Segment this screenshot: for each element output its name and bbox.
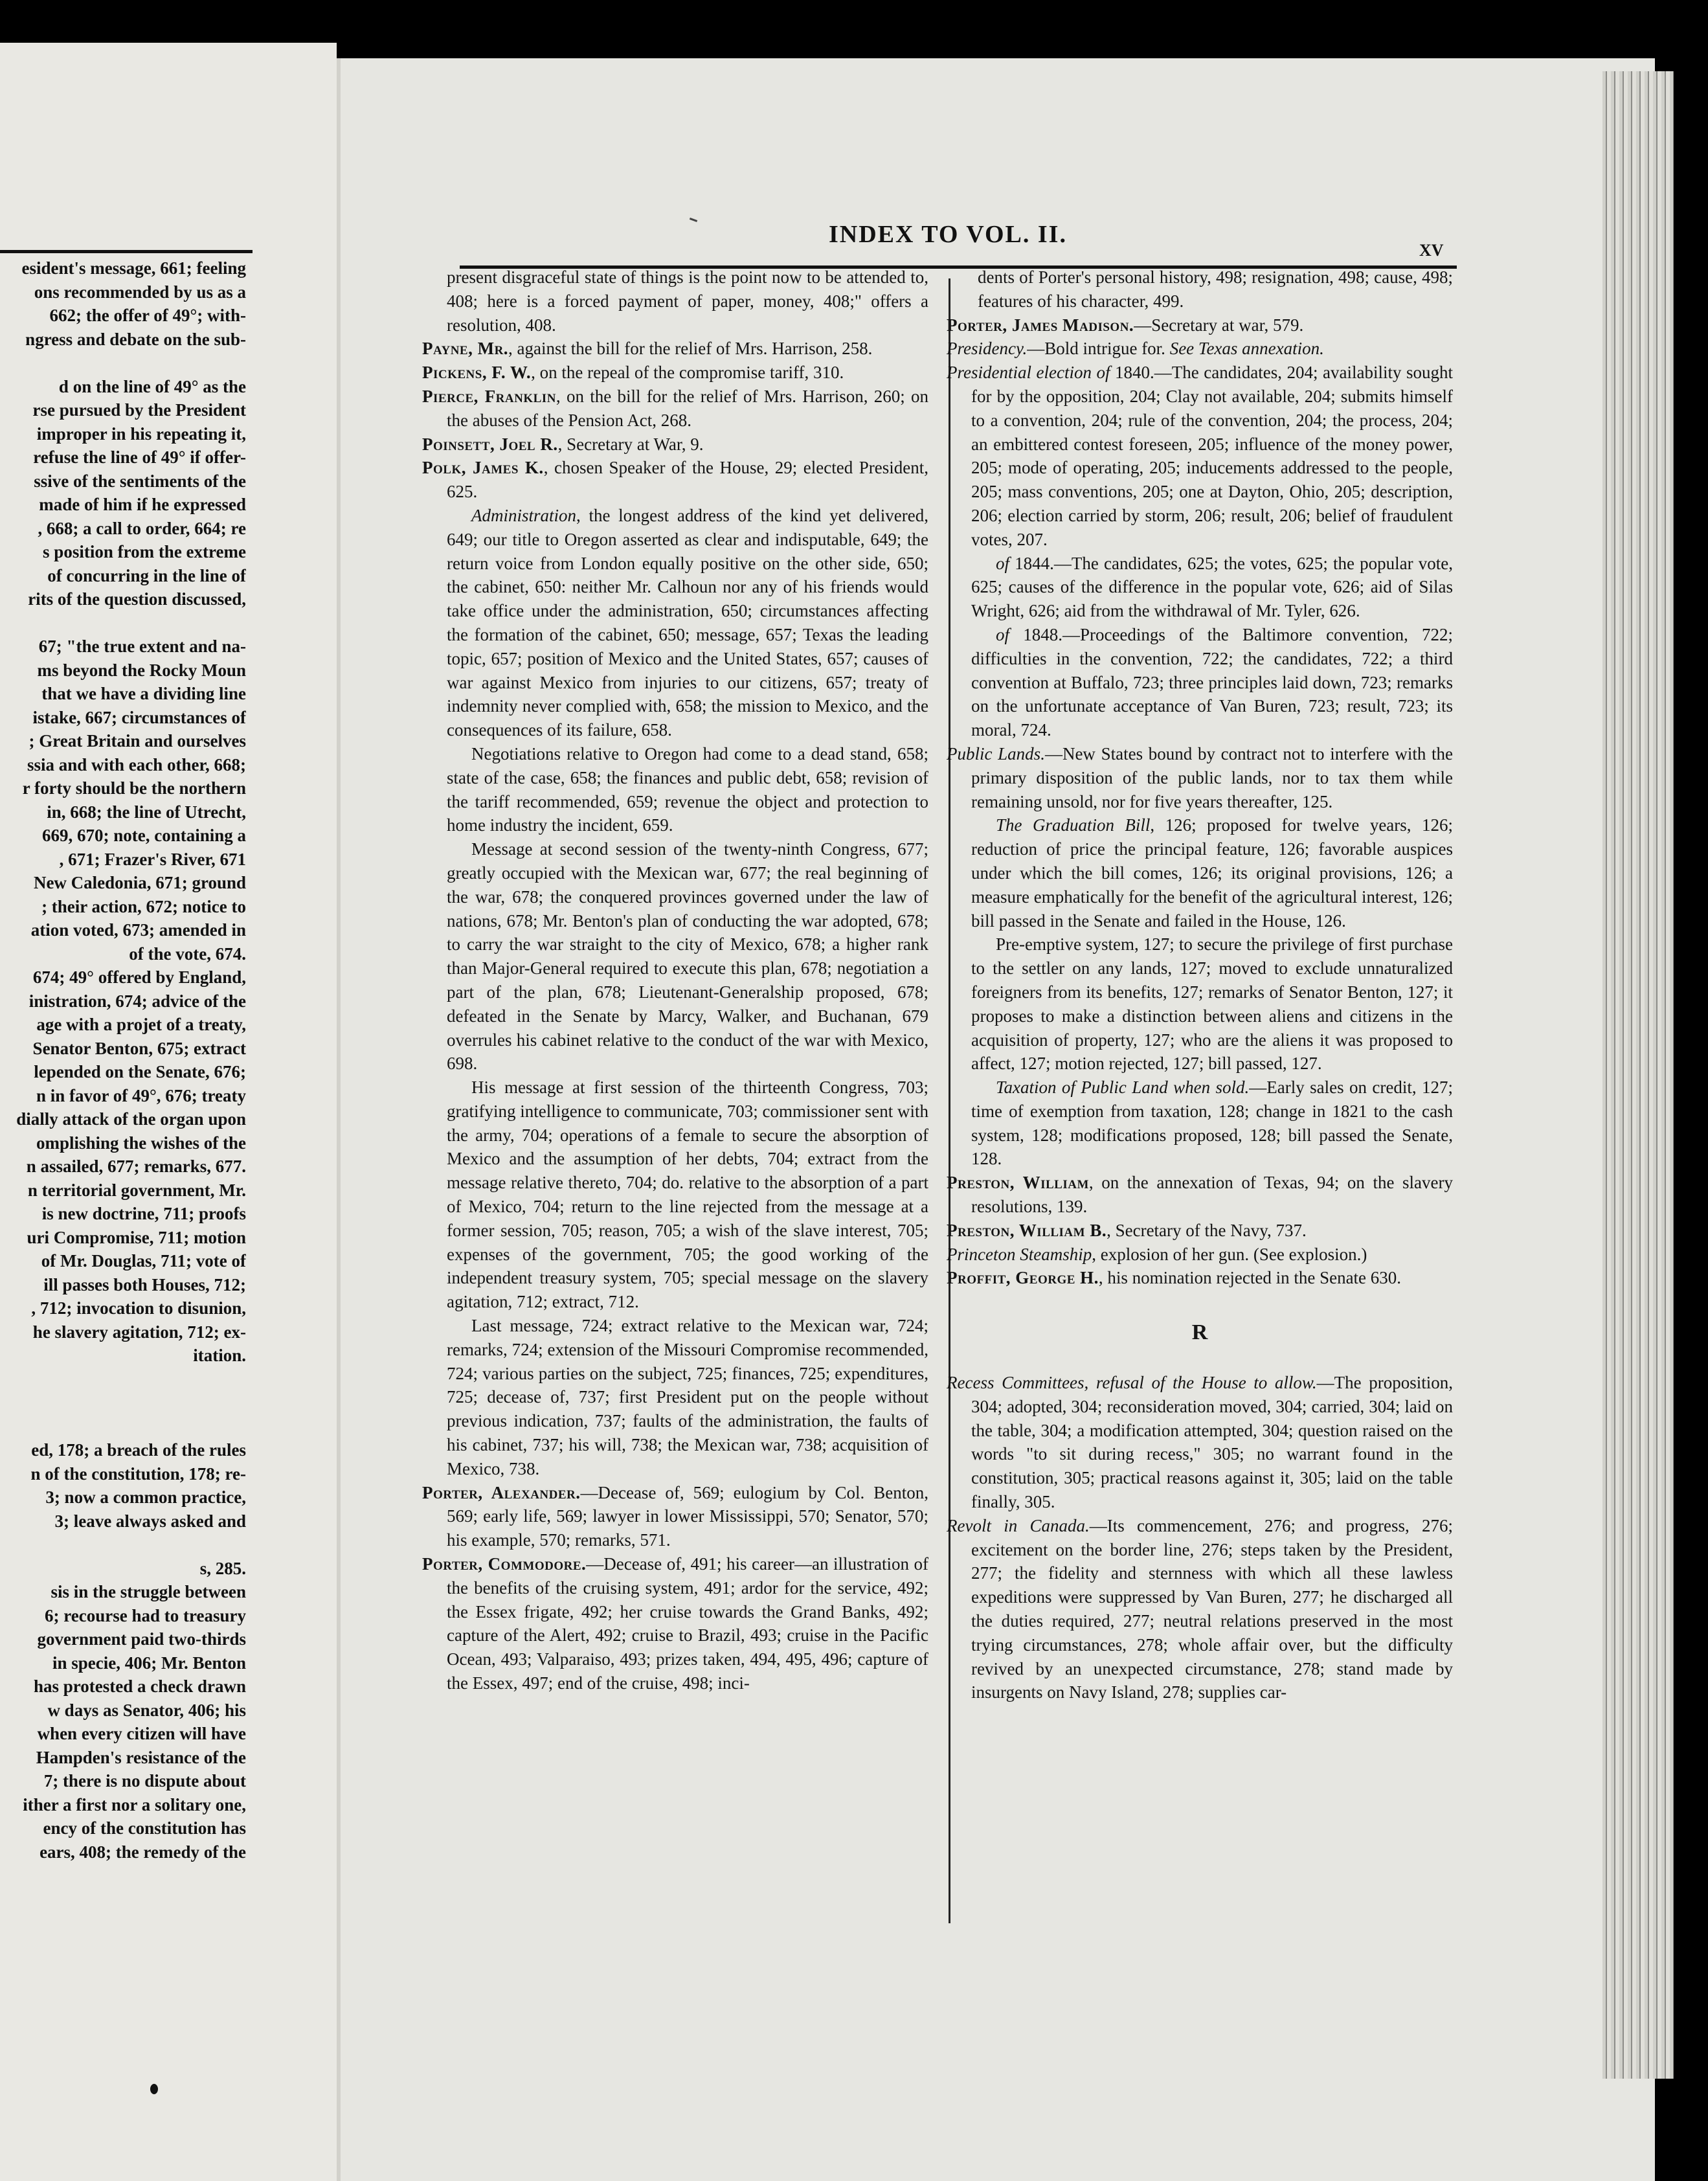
left-page-line: made of him if he expressed xyxy=(39,495,246,514)
left-page-line: of the vote, 674. xyxy=(129,944,246,964)
index-subentry-1848: of 1848.—Proceedings of the Baltimore convention, 722; difficulties in the convention, 722; the candidates, 722; a third convention at Buffalo, 723; three principles laid down, 723; remarks on the unfortunate acceptance of Van Buren, 723; result, 723; its moral, 724. xyxy=(971,624,1453,740)
left-page-line: refuse the line of 49° if offer- xyxy=(33,447,246,467)
left-page-line: 3; now a common practice, xyxy=(45,1487,246,1507)
left-page-line: ; their action, 672; notice to xyxy=(41,896,246,916)
index-entry-polk: Polk, James K., chosen Speaker of the House, 29; elected President, 625. xyxy=(422,458,929,502)
page-title: INDEX TO VOL. II. xyxy=(829,221,1067,248)
index-subentry-last-message: Last message, 724; extract relative to the Mexican war, 724; remarks, 724; extension of the Missouri Compromise recommended, 724; various parties on the subject, 725; finances, 725; expenditures, 725; decease of, 737; first President put on the people without previous indication, 737; faults of the administration, the faults of his cabinet, 737; his will, 738; the Mexican war, 738; acquisition of Mexico, 738. xyxy=(447,1316,928,1478)
index-column-right xyxy=(947,266,1453,1704)
left-page-line: , 671; Frazer's River, 671 xyxy=(59,849,246,869)
index-entry-poinsett: Poinsett, Joel R., Secretary at War, 9. xyxy=(422,434,704,454)
left-page-line: ither a first nor a solitary one, xyxy=(23,1794,246,1814)
index-entry-continuation: present disgraceful state of things is the point now to be attended to, 408; here is a forced payment of paper, money, 408;" offers a resolution, 408. xyxy=(447,267,928,335)
index-entry-continuation-porter: dents of Porter's personal history, 498; resignation, 498; cause, 498; features of his character, 499. xyxy=(978,267,1453,311)
index-entry-revolt-canada: Revolt in Canada.—Its commencement, 276; and progress, 276; excitement on the border line, 276; steps taken by the President, 277; the fidelity and sternness with which all these lawless expeditions were suppressed by Van Buren, 277; he discharged all the duties required, 277; neutral relations preserved in the most trying circumstances, 278; whole affair over, but the difficulty revived by an unexpected circumstance, 278; stand made by insurgents on Navy Island, 278; supplies car- xyxy=(947,1515,1453,1702)
index-entry-porter-james: Porter, James Madison.—Secretary at war, 579. xyxy=(947,315,1304,335)
left-page-line: r forty should be the northern xyxy=(22,778,246,798)
left-page-line: ; Great Britain and ourselves xyxy=(28,731,246,751)
page-edges xyxy=(1602,71,1674,2079)
left-page-line: sis in the struggle between xyxy=(51,1582,246,1601)
left-page-line: government paid two-thirds xyxy=(37,1629,246,1649)
index-entry-proffit: Proffit, George H., his nomination rejected in the Senate 630. xyxy=(947,1268,1402,1288)
left-page-text xyxy=(0,256,246,1864)
left-page-rule xyxy=(0,250,253,253)
left-page-line: when every citizen will have xyxy=(37,1724,246,1743)
left-page-line: ency of the constitution has xyxy=(43,1818,246,1838)
index-entry-princeton: Princeton Steamship, explosion of her gun. (See explosion.) xyxy=(947,1244,1367,1264)
left-page-line: , 668; a call to order, 664; re xyxy=(38,518,246,538)
index-entry-porter-commodore: Porter, Commodore.—Decease of, 491; his career—an illustration of the benefits of the cruising system, 491; ardor for the service, 492; the Essex frigate, 492; her cruise towards the Grand Banks, 492; capture of the Alert, 492; cruise to Brazil, 493; cruise in the Pacific Ocean, 493; Valparaiso, 493; prizes taken, 494, 495, 496; capture of the Essex, 497; end of the cruise, 498; inci- xyxy=(422,1554,928,1693)
index-entry-preston-william-b: Preston, William B., Secretary of the Navy, 737. xyxy=(947,1220,1307,1240)
left-page-line: w days as Senator, 406; his xyxy=(47,1700,246,1720)
left-page-line: 7; there is no dispute about xyxy=(43,1771,246,1791)
left-page-line: itation. xyxy=(193,1346,246,1365)
left-page-line: of concurring in the line of xyxy=(47,565,246,585)
left-page-line: ngress and debate on the sub- xyxy=(25,329,246,349)
left-page-line xyxy=(0,611,246,635)
index-entry-public-lands: Public Lands.—New States bound by contract not to interfere with the primary disposition of the public lands, nor to tax them while remaining unsold, nor for five years thereafter, 125. xyxy=(947,743,1453,811)
left-page-line: in, 668; the line of Utrecht, xyxy=(47,802,246,822)
left-page-line: n in favor of 49°, 676; treaty xyxy=(36,1085,246,1105)
section-letter-r: R xyxy=(1191,1320,1208,1345)
left-page-line: 662; the offer of 49°; with- xyxy=(49,306,246,325)
page-number: XV xyxy=(1419,241,1444,260)
index-entry-pierce: Pierce, Franklin, on the bill for the relief of Mrs. Harrison, 260; on the abuses of the Pension Act, 268. xyxy=(422,386,928,430)
left-page-line: age with a projet of a treaty, xyxy=(36,1015,246,1034)
left-page-line xyxy=(0,1391,246,1415)
index-entry-payne: Payne, Mr., against the bill for the relief of Mrs. Harrison, 258. xyxy=(422,339,873,359)
left-page-line: lepended on the Senate, 676; xyxy=(34,1062,246,1081)
left-page-line: he slavery agitation, 712; ex- xyxy=(32,1322,246,1342)
left-page-line: ed, 178; a breach of the rules xyxy=(31,1440,246,1460)
index-column-left xyxy=(422,266,928,1695)
index-subentry-administration: Administration, the longest address of the kind yet delivered, 649; our title to Oregon asserted as clear and indisputable, 649; the return voice from London equally positive on the other side, 650; the cabinet, 650: neither Mr. Calhoun nor any of his friends would take office under the administration, 650; circumstances affecting the formation of the cabinet, 650; message, 657; Texas the leading topic, 657; position of Mexico and the United States, 657; causes of war against Mexico from injuries to our citizens, 657; treaty of indemnity never complied with, 658; the mission to Mexico, and the consequences of its failure, 658. xyxy=(447,505,928,740)
index-subentry-1844: of 1844.—The candidates, 625; the votes, 625; the popular vote, 625; causes of the difference in the popular vote, 626; aid of Silas Wright, 626; aid from the withdrawal of Mr. Tyler, 626. xyxy=(971,553,1453,621)
left-page-line: n of the constitution, 178; re- xyxy=(30,1463,246,1484)
left-page-line: 674; 49° offered by England, xyxy=(32,967,246,987)
left-page-line: istake, 667; circumstances of xyxy=(32,707,246,727)
index-subentry-taxation: Taxation of Public Land when sold.—Early sales on credit, 127; time of exemption from taxation, 128; change in 1821 to the cash system, 128; modifications proposed, 128; bill passed the Senate, 128. xyxy=(971,1078,1453,1169)
left-page-line: dially attack of the organ upon xyxy=(16,1109,246,1129)
index-subentry-graduation-bill: The Graduation Bill, 126; proposed for twelve years, 126; reduction of price the principal feature, 126; favorable auspices under which the bill comes, 126; its original provisions, 126; a measure emphatically for the benefit of the agricultural interest, 126; bill passed in the Senate and failed in the House, 126. xyxy=(971,815,1453,931)
index-entry-presidency: Presidency.—Bold intrigue for. See Texas annexation. xyxy=(947,339,1324,359)
left-page-line: ears, 408; the remedy of the xyxy=(39,1842,246,1862)
left-page-line: rits of the question discussed, xyxy=(28,589,246,609)
left-page-line: New Caledonia, 671; ground xyxy=(33,873,246,892)
left-page-line: 6; recourse had to treasury xyxy=(45,1605,246,1625)
left-page-line: improper in his repeating it, xyxy=(36,424,246,444)
left-page-line xyxy=(0,351,246,375)
left-page-line xyxy=(0,1415,246,1439)
left-page-line: of Mr. Douglas, 711; vote of xyxy=(41,1251,246,1271)
left-page-line: in specie, 406; Mr. Benton xyxy=(52,1653,246,1673)
left-page-line: ons recommended by us as a xyxy=(34,282,246,302)
index-subentry-negotiations: Negotiations relative to Oregon had come to a dead stand, 658; state of the case, 658; the finances and public debt, 658; revision of the tariff recommended, 659; revenue the object and protection to home industry the incident, 659. xyxy=(447,743,928,835)
left-page-line: , 712; invocation to disunion, xyxy=(31,1298,246,1318)
left-page-line: Hampden's resistance of the xyxy=(36,1747,246,1767)
left-page-line: d on the line of 49° as the xyxy=(58,376,246,396)
index-entry-recess-committees: Recess Committees, refusal of the House to allow.—The proposition, 304; adopted, 304; reconsideration moved, 304; carried, 304; laid on the table, 304; a modification attempted, 304; question raised on the words "to sit during recess," 305; no warrant found in the constitution, 305; practical reasons against it, 305; laid on the table finally, 305. xyxy=(947,1373,1453,1512)
left-page-line: uri Compromise, 711; motion xyxy=(27,1227,246,1247)
left-page-line: has protested a check drawn xyxy=(33,1677,246,1696)
left-page-line: omplishing the wishes of the xyxy=(36,1133,246,1153)
left-page-line: 3; leave always asked and xyxy=(54,1511,246,1531)
left-page-line: s, 285. xyxy=(199,1558,246,1578)
index-subentry-second-session: Message at second session of the twenty-ninth Congress, 677; greatly occupied with the Mexican war, 677; the real beginning of the war, 678; the conquered provinces governed under the law of nations, 678; Mr. Benton's plan of conducting the war adopted, 678; to carry the war straight to the city of Mexico, 678; a higher rank than Major-General required to execute this plan, 678; negotiation a part of the plan, 678; Lieutenant-Generalship proposed, 678; defeated in the Senate by Marcy, Walker, and Buchanan, 679 overrules his cabinet relative to the conduct of the war with Mexico, 698. xyxy=(447,839,928,1074)
left-page-line: 669, 670; note, containing a xyxy=(41,826,246,845)
index-entry-presidential-election-1840: Presidential election of 1840.—The candidates, 204; availability sought for by the opposition, 204; Clay not available, 204; submits himself to a convention, 204; rule of the convention, 204; the process, 204; an embittered contest foreseen, 205; influence of the money power, 205; mode of operating, 205; inducements addressed to the people, 205; mass conventions, 205; one at Dayton, Ohio, 205; description, 206; election carried by storm, 206; result, 206; belief of fraudulent votes, 207. xyxy=(947,363,1453,549)
left-page-line: ill passes both Houses, 712; xyxy=(43,1274,246,1294)
left-page-line: that we have a dividing line xyxy=(41,684,246,703)
left-page-line xyxy=(0,1533,246,1557)
index-entry-pickens: Pickens, F. W., on the repeal of the compromise tariff, 310. xyxy=(422,363,844,383)
index-entry-preston-william: Preston, William, on the annexation of Texas, 94; on the slavery resolutions, 139. xyxy=(947,1173,1453,1217)
left-page-line: 67; "the true extent and na- xyxy=(38,637,246,656)
left-page-line: inistration, 674; advice of the xyxy=(28,991,246,1011)
left-page-line: esident's message, 661; feeling xyxy=(21,258,246,278)
left-page-line: n territorial government, Mr. xyxy=(27,1180,246,1200)
left-page-line: n assailed, 677; remarks, 677. xyxy=(26,1157,246,1176)
left-page-line: ation voted, 673; amended in xyxy=(30,920,246,940)
index-subentry-preemptive: Pre-emptive system, 127; to secure the privilege of first purchase to the settler on any lands, 127; moved to exclude unnaturalized foreigners from its benefits, 127; remarks of Senator Benton, 127; it proposes to make a distinction between aliens and citizens in the acquisition of property, 127; who are the aliens it was proposed to affect, 127; motion rejected, 127; bill passed, 127. xyxy=(971,934,1453,1074)
left-page-line: Senator Benton, 675; extract xyxy=(32,1038,246,1058)
index-entry-porter-alexander: Porter, Alexander.—Decease of, 569; eulogium by Col. Benton, 569; early life, 569; lawyer in lower Mississippi, 570; Senator, 570; his example, 570; remarks, 571. xyxy=(422,1482,928,1550)
left-page-line: ssive of the sentiments of the xyxy=(34,471,246,491)
left-facing-page xyxy=(0,43,337,2181)
left-page-line: ms beyond the Rocky Moun xyxy=(37,660,246,680)
left-page-line: s position from the extreme xyxy=(43,542,246,561)
left-page-line: is new doctrine, 711; proofs xyxy=(41,1204,246,1223)
left-page-line: ssia and with each other, 668; xyxy=(27,754,246,774)
left-page-line xyxy=(0,1368,246,1392)
ink-spot xyxy=(150,2084,158,2094)
index-subentry-first-session: His message at first session of the thirteenth Congress, 703; gratifying intelligence to communicate, 703; commissioner sent with the army, 704; operations of a female to secure the absorption of Mexico and the assumption of her debts, 704; extract from the message relative thereto, 704; do. relative to the absorption of a part of Mexico, 704; return to the line rejected from the message at a former session, 705; reason, 705; a wish of the slave interest, 705; expenses of the government, 705; the good working of the independent treasury system, 705; special message on the slavery agitation, 712; extract, 712. xyxy=(447,1078,928,1312)
left-page-line: rse pursued by the President xyxy=(32,400,246,420)
